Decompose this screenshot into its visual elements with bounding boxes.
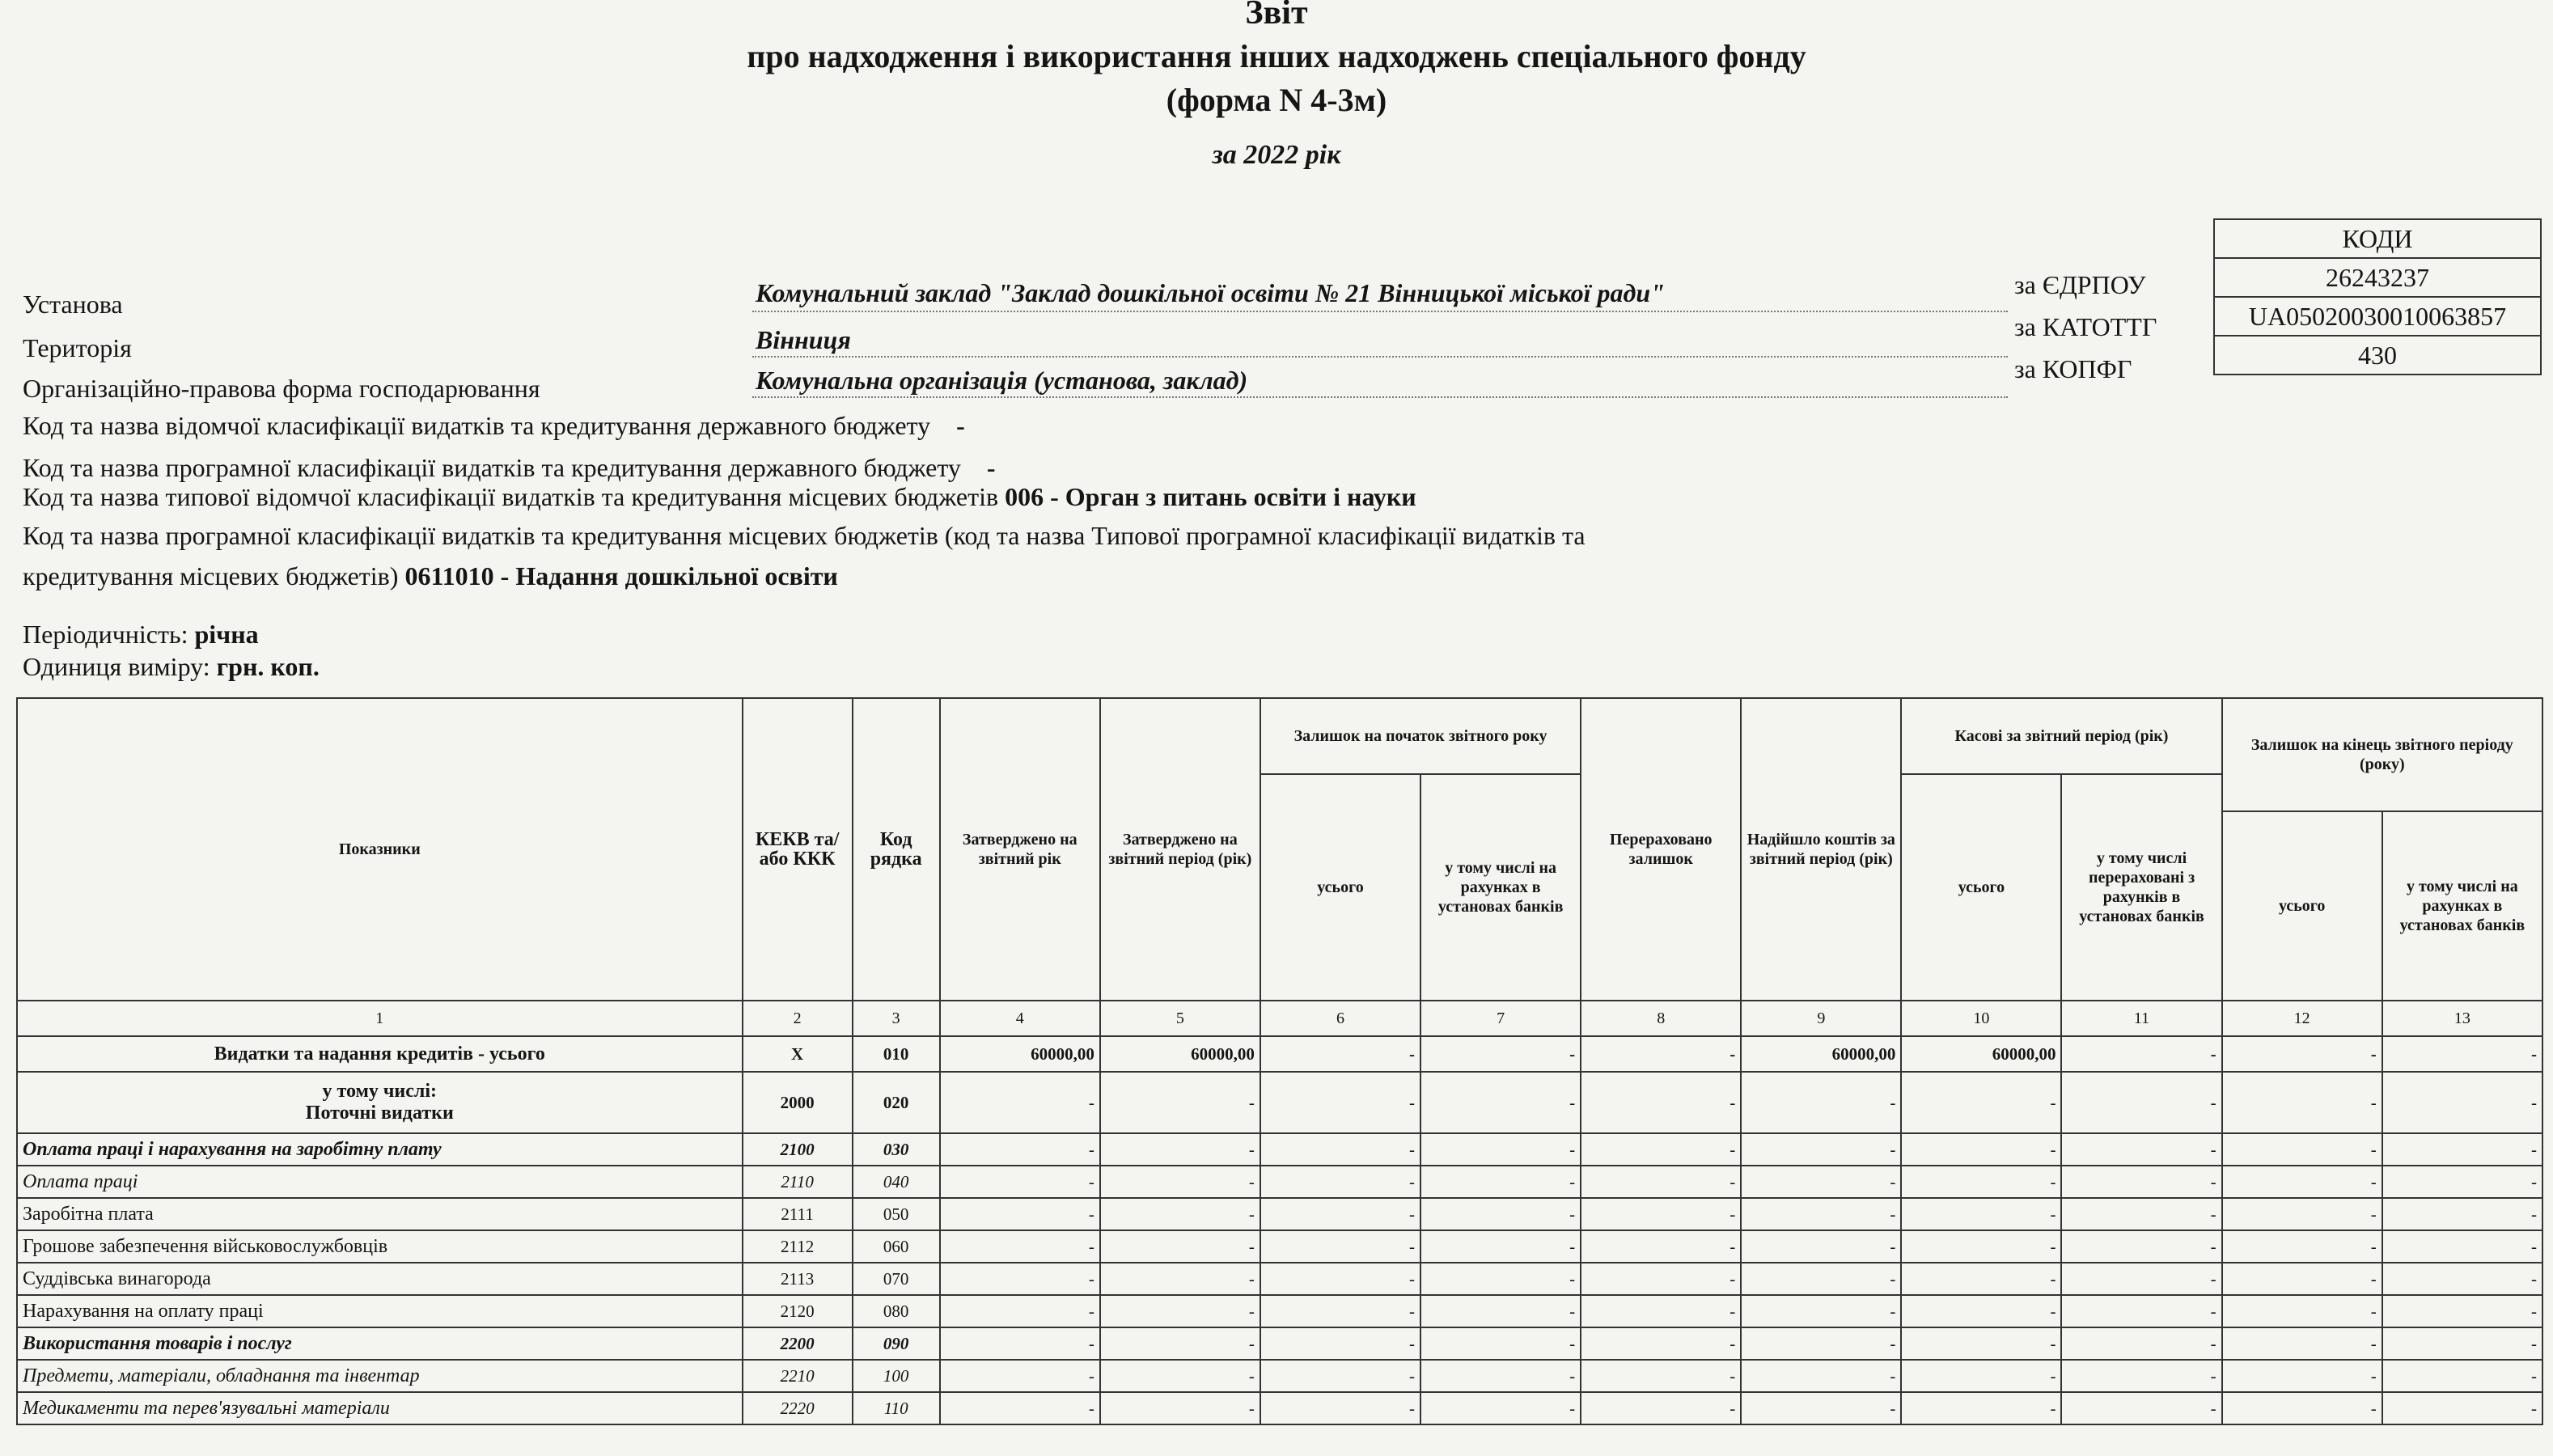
col-number: 12 [2222,1001,2382,1036]
row-value-c7: - [1420,1327,1581,1360]
header-balance-start: Залишок на початок звітного року [1260,698,1581,774]
row-value-c10: - [1901,1392,2061,1424]
row-value-c6: - [1260,1072,1420,1133]
report-period: за 2022 рік [1212,140,1341,170]
row-value-c5: - [1100,1392,1260,1424]
row-name: Нарахування на оплату праці [17,1295,743,1327]
col-number: 13 [2382,1001,2542,1036]
row-value-c9: - [1741,1230,1901,1263]
dept-classification-label: Код та назва відомчої класифікації видатків та кредитування державного бюджету [23,411,931,440]
table-row [17,1263,2542,1295]
row-value-c9: - [1741,1166,1901,1198]
row-value-c10: - [1901,1133,2061,1166]
row-value-c8: - [1581,1072,1741,1133]
row-kekv: 2120 [743,1295,853,1327]
table-row [17,1295,2542,1327]
row-value-c6: - [1260,1295,1420,1327]
table-body [17,1036,2542,1424]
row-value-c5: - [1100,1072,1260,1133]
local-program-line-1 [23,521,1586,551]
row-name: Використання товарів і послуг [17,1327,743,1360]
row-value-c9: - [1741,1295,1901,1327]
report-title: Звіт [1245,0,1308,32]
dept-classification-value: - [956,411,965,440]
row-value-c11: - [2061,1295,2221,1327]
local-program-line-2 [23,561,838,591]
row-value-c7: - [1420,1263,1581,1295]
table-row [17,1072,2542,1133]
row-value-c13: - [2382,1072,2542,1133]
row-value-c12: - [2222,1072,2382,1133]
row-value-c11: - [2061,1263,2221,1295]
row-value-c10: - [1901,1360,2061,1392]
row-kekv: 2100 [743,1133,853,1166]
header-cash-total: усього [1901,774,2061,1001]
row-code: 100 [853,1360,940,1392]
row-code: 010 [853,1036,940,1072]
row-kekv: X [743,1036,853,1072]
unit-value: грн. коп. [216,652,320,681]
row-kekv: 2200 [743,1327,853,1360]
local-program-label-1: Код та назва програмної класифікації видатків та кредитування місцевих бюджетів (код та назва Типової програмної класифікації видатків та [23,521,1586,550]
header-cash: Касові за звітний період (рік) [1901,698,2221,774]
row-value-c4: - [940,1295,1100,1327]
col-number: 11 [2061,1001,2221,1036]
column-numbers-row [17,1001,2542,1036]
table-row [17,1198,2542,1230]
territory-value: Вінниця [756,325,851,354]
row-value-c7: - [1420,1392,1581,1424]
row-value-c9: - [1741,1392,1901,1424]
table-row [17,1036,2542,1072]
row-value-c5: - [1100,1133,1260,1166]
edrpou-code: 26243237 [2214,258,2541,297]
row-value-c4: - [940,1263,1100,1295]
row-value-c12: - [2222,1036,2382,1072]
edrpou-label: за ЄДРПОУ [2014,270,2146,299]
row-value-c12: - [2222,1360,2382,1392]
row-value-c8: - [1581,1295,1741,1327]
periodicity-label: Періодичність: [23,620,188,649]
row-value-c9: 60000,00 [1741,1036,1901,1072]
local-program-label-2: кредитування місцевих бюджетів) [23,561,399,590]
row-value-c4: - [940,1360,1100,1392]
row-value-c8: - [1581,1230,1741,1263]
row-value-c8: - [1581,1327,1741,1360]
row-value-c10: - [1901,1198,2061,1230]
row-value-c11: - [2061,1392,2221,1424]
report-form: (форма N 4-3м) [1166,82,1387,118]
row-value-c13: - [2382,1392,2542,1424]
row-value-c5: - [1100,1295,1260,1327]
table-row [17,1166,2542,1198]
row-value-c6: - [1260,1198,1420,1230]
row-name: Медикаменти та перев'язувальні матеріали [17,1392,743,1424]
program-classification-line [23,453,996,483]
row-kekv: 2113 [743,1263,853,1295]
col-number: 7 [1420,1001,1581,1036]
row-value-c8: - [1581,1360,1741,1392]
row-name: Заробітна плата [17,1198,743,1230]
codes-table [2213,218,2542,375]
row-value-c10: - [1901,1263,2061,1295]
row-value-c9: - [1741,1133,1901,1166]
typical-classification-line [23,482,1416,512]
header-end-banks: у тому числі на рахунках в установах банків [2382,811,2542,1001]
row-value-c13: - [2382,1036,2542,1072]
unit-line [23,652,320,682]
col-number: 1 [17,1001,743,1036]
row-value-c13: - [2382,1295,2542,1327]
row-value-c6: - [1260,1133,1420,1166]
row-value-c6: - [1260,1327,1420,1360]
row-value-c13: - [2382,1327,2542,1360]
row-value-c11: - [2061,1036,2221,1072]
row-value-c5: 60000,00 [1100,1036,1260,1072]
row-value-c4: - [940,1133,1100,1166]
row-value-c11: - [2061,1133,2221,1166]
row-value-c6: - [1260,1036,1420,1072]
header-balance-start-total: усього [1260,774,1420,1001]
row-code: 110 [853,1392,940,1424]
row-value-c13: - [2382,1198,2542,1230]
row-name: Предмети, матеріали, обладнання та інвентар [17,1360,743,1392]
row-kekv: 2220 [743,1392,853,1424]
row-name: Оплата праці і нарахування на заробітну плату [17,1133,743,1166]
table-row [17,1360,2542,1392]
row-value-c5: - [1100,1198,1260,1230]
row-value-c9: - [1741,1072,1901,1133]
row-value-c10: - [1901,1072,2061,1133]
program-classification-label: Код та назва програмної класифікації видатків та кредитування державного бюджету [23,453,961,482]
row-value-c4: - [940,1072,1100,1133]
row-value-c8: - [1581,1133,1741,1166]
row-value-c10: - [1901,1166,2061,1198]
row-code: 040 [853,1166,940,1198]
row-value-c5: - [1100,1360,1260,1392]
periodicity-value: річна [194,620,259,649]
row-value-c4: - [940,1230,1100,1263]
row-value-c12: - [2222,1392,2382,1424]
row-value-c6: - [1260,1230,1420,1263]
row-code: 020 [853,1072,940,1133]
row-name: Видатки та надання кредитів - усього [17,1036,743,1072]
row-value-c8: - [1581,1392,1741,1424]
dept-classification-line [23,411,965,441]
col-number: 3 [853,1001,940,1036]
row-value-c5: - [1100,1166,1260,1198]
row-value-c6: - [1260,1263,1420,1295]
row-code: 070 [853,1263,940,1295]
row-value-c13: - [2382,1360,2542,1392]
row-value-c13: - [2382,1263,2542,1295]
local-program-value: 0611010 - Надання дошкільної освіти [404,561,838,590]
row-value-c4: - [940,1166,1100,1198]
row-value-c7: - [1420,1230,1581,1263]
org-form-value: Комунальна організація (установа, заклад) [756,366,1248,395]
report-table [16,697,2543,1425]
row-value-c7: - [1420,1166,1581,1198]
row-value-c7: - [1420,1360,1581,1392]
katottg-label: за КАТОТТГ [2014,312,2157,341]
row-value-c12: - [2222,1198,2382,1230]
katottg-code: UA05020030010063857 [2214,297,2541,336]
row-value-c10: - [1901,1230,2061,1263]
territory-label: Територія [23,333,132,362]
unit-label: Одиниця виміру: [23,652,210,681]
org-form-underline [752,396,2008,398]
row-kekv: 2111 [743,1198,853,1230]
codes-heading: КОДИ [2214,219,2541,258]
row-kekv: 2112 [743,1230,853,1263]
row-code: 030 [853,1133,940,1166]
row-value-c9: - [1741,1327,1901,1360]
col-number: 4 [940,1001,1100,1036]
header-balance-start-banks: у тому числі на рахунках в установах банків [1420,774,1581,1001]
row-value-c11: - [2061,1360,2221,1392]
row-value-c7: - [1420,1072,1581,1133]
row-value-c12: - [2222,1133,2382,1166]
row-value-c8: - [1581,1036,1741,1072]
row-value-c6: - [1260,1360,1420,1392]
row-code: 050 [853,1198,940,1230]
row-value-c13: - [2382,1133,2542,1166]
header-received: Надійшло коштів за звітний період (рік) [1741,698,1901,1001]
row-value-c13: - [2382,1230,2542,1263]
row-value-c11: - [2061,1327,2221,1360]
row-kekv: 2000 [743,1072,853,1133]
row-value-c7: - [1420,1133,1581,1166]
typical-classification-value: 006 - Орган з питань освіти і науки [1005,482,1416,511]
row-value-c12: - [2222,1263,2382,1295]
kopfg-code: 430 [2214,336,2541,375]
header-approved-period: Затверджено на звітний період (рік) [1100,698,1260,1001]
row-value-c4: - [940,1392,1100,1424]
row-value-c5: - [1100,1327,1260,1360]
row-value-c12: - [2222,1295,2382,1327]
header-row-code: Код рядка [853,698,940,1001]
col-number: 2 [743,1001,853,1036]
header-transferred-balance: Перераховано залишок [1581,698,1741,1001]
table-row [17,1133,2542,1166]
table-row [17,1327,2542,1360]
row-kekv: 2210 [743,1360,853,1392]
institution-underline [752,311,2008,312]
row-value-c7: - [1420,1036,1581,1072]
col-number: 5 [1100,1001,1260,1036]
row-value-c11: - [2061,1166,2221,1198]
row-value-c10: - [1901,1295,2061,1327]
row-value-c12: - [2222,1166,2382,1198]
row-name: у тому числі: Поточні видатки [17,1072,743,1133]
header-balance-end: Залишок на кінець звітного періоду (року) [2222,698,2542,811]
org-form-label: Організаційно-правова форма господарювання [23,374,540,403]
typical-classification-label: Код та назва типової відомчої класифікації видатків та кредитування місцевих бюджетів [23,482,999,511]
periodicity-line [23,620,259,650]
row-value-c12: - [2222,1230,2382,1263]
col-number: 6 [1260,1001,1420,1036]
row-code: 090 [853,1327,940,1360]
row-value-c9: - [1741,1263,1901,1295]
row-name: Суддівська винагорода [17,1263,743,1295]
row-value-c4: - [940,1327,1100,1360]
header-kekv: КЕКВ та/або ККК [743,698,853,1001]
row-value-c7: - [1420,1295,1581,1327]
row-kekv: 2110 [743,1166,853,1198]
row-value-c10: - [1901,1327,2061,1360]
row-value-c5: - [1100,1263,1260,1295]
kopfg-label: за КОПФГ [2014,354,2132,383]
row-value-c11: - [2061,1230,2221,1263]
row-code: 060 [853,1230,940,1263]
row-value-c5: - [1100,1230,1260,1263]
header-approved-year: Затверджено на звітний рік [940,698,1100,1001]
col-number: 9 [1741,1001,1901,1036]
institution-label: Установа [23,290,123,319]
row-value-c4: - [940,1198,1100,1230]
program-classification-value: - [986,453,996,482]
row-value-c12: - [2222,1327,2382,1360]
institution-value: Комунальний заклад "Заклад дошкільної освіти № 21 Вінницької міської ради" [756,278,1665,307]
row-name: Грошове забезпечення військовослужбовців [17,1230,743,1263]
row-value-c9: - [1741,1198,1901,1230]
row-value-c8: - [1581,1263,1741,1295]
row-value-c7: - [1420,1198,1581,1230]
row-value-c4: 60000,00 [940,1036,1100,1072]
row-name: Оплата праці [17,1166,743,1198]
row-value-c9: - [1741,1360,1901,1392]
row-value-c13: - [2382,1166,2542,1198]
table-row [17,1392,2542,1424]
report-subtitle: про надходження і використання інших надходжень спеціального фонду [747,38,1806,74]
row-value-c10: 60000,00 [1901,1036,2061,1072]
col-number: 10 [1901,1001,2061,1036]
row-value-c11: - [2061,1198,2221,1230]
col-number: 8 [1581,1001,1741,1036]
header-indicators: Показники [17,698,743,1001]
row-value-c8: - [1581,1198,1741,1230]
row-value-c11: - [2061,1072,2221,1133]
header-cash-transferred: у тому числі перераховані з рахунків в установах банків [2061,774,2221,1001]
row-code: 080 [853,1295,940,1327]
row-value-c6: - [1260,1392,1420,1424]
row-value-c6: - [1260,1166,1420,1198]
header-end-total: усього [2222,811,2382,1001]
table-row [17,1230,2542,1263]
territory-underline [752,356,2008,358]
row-value-c8: - [1581,1166,1741,1198]
